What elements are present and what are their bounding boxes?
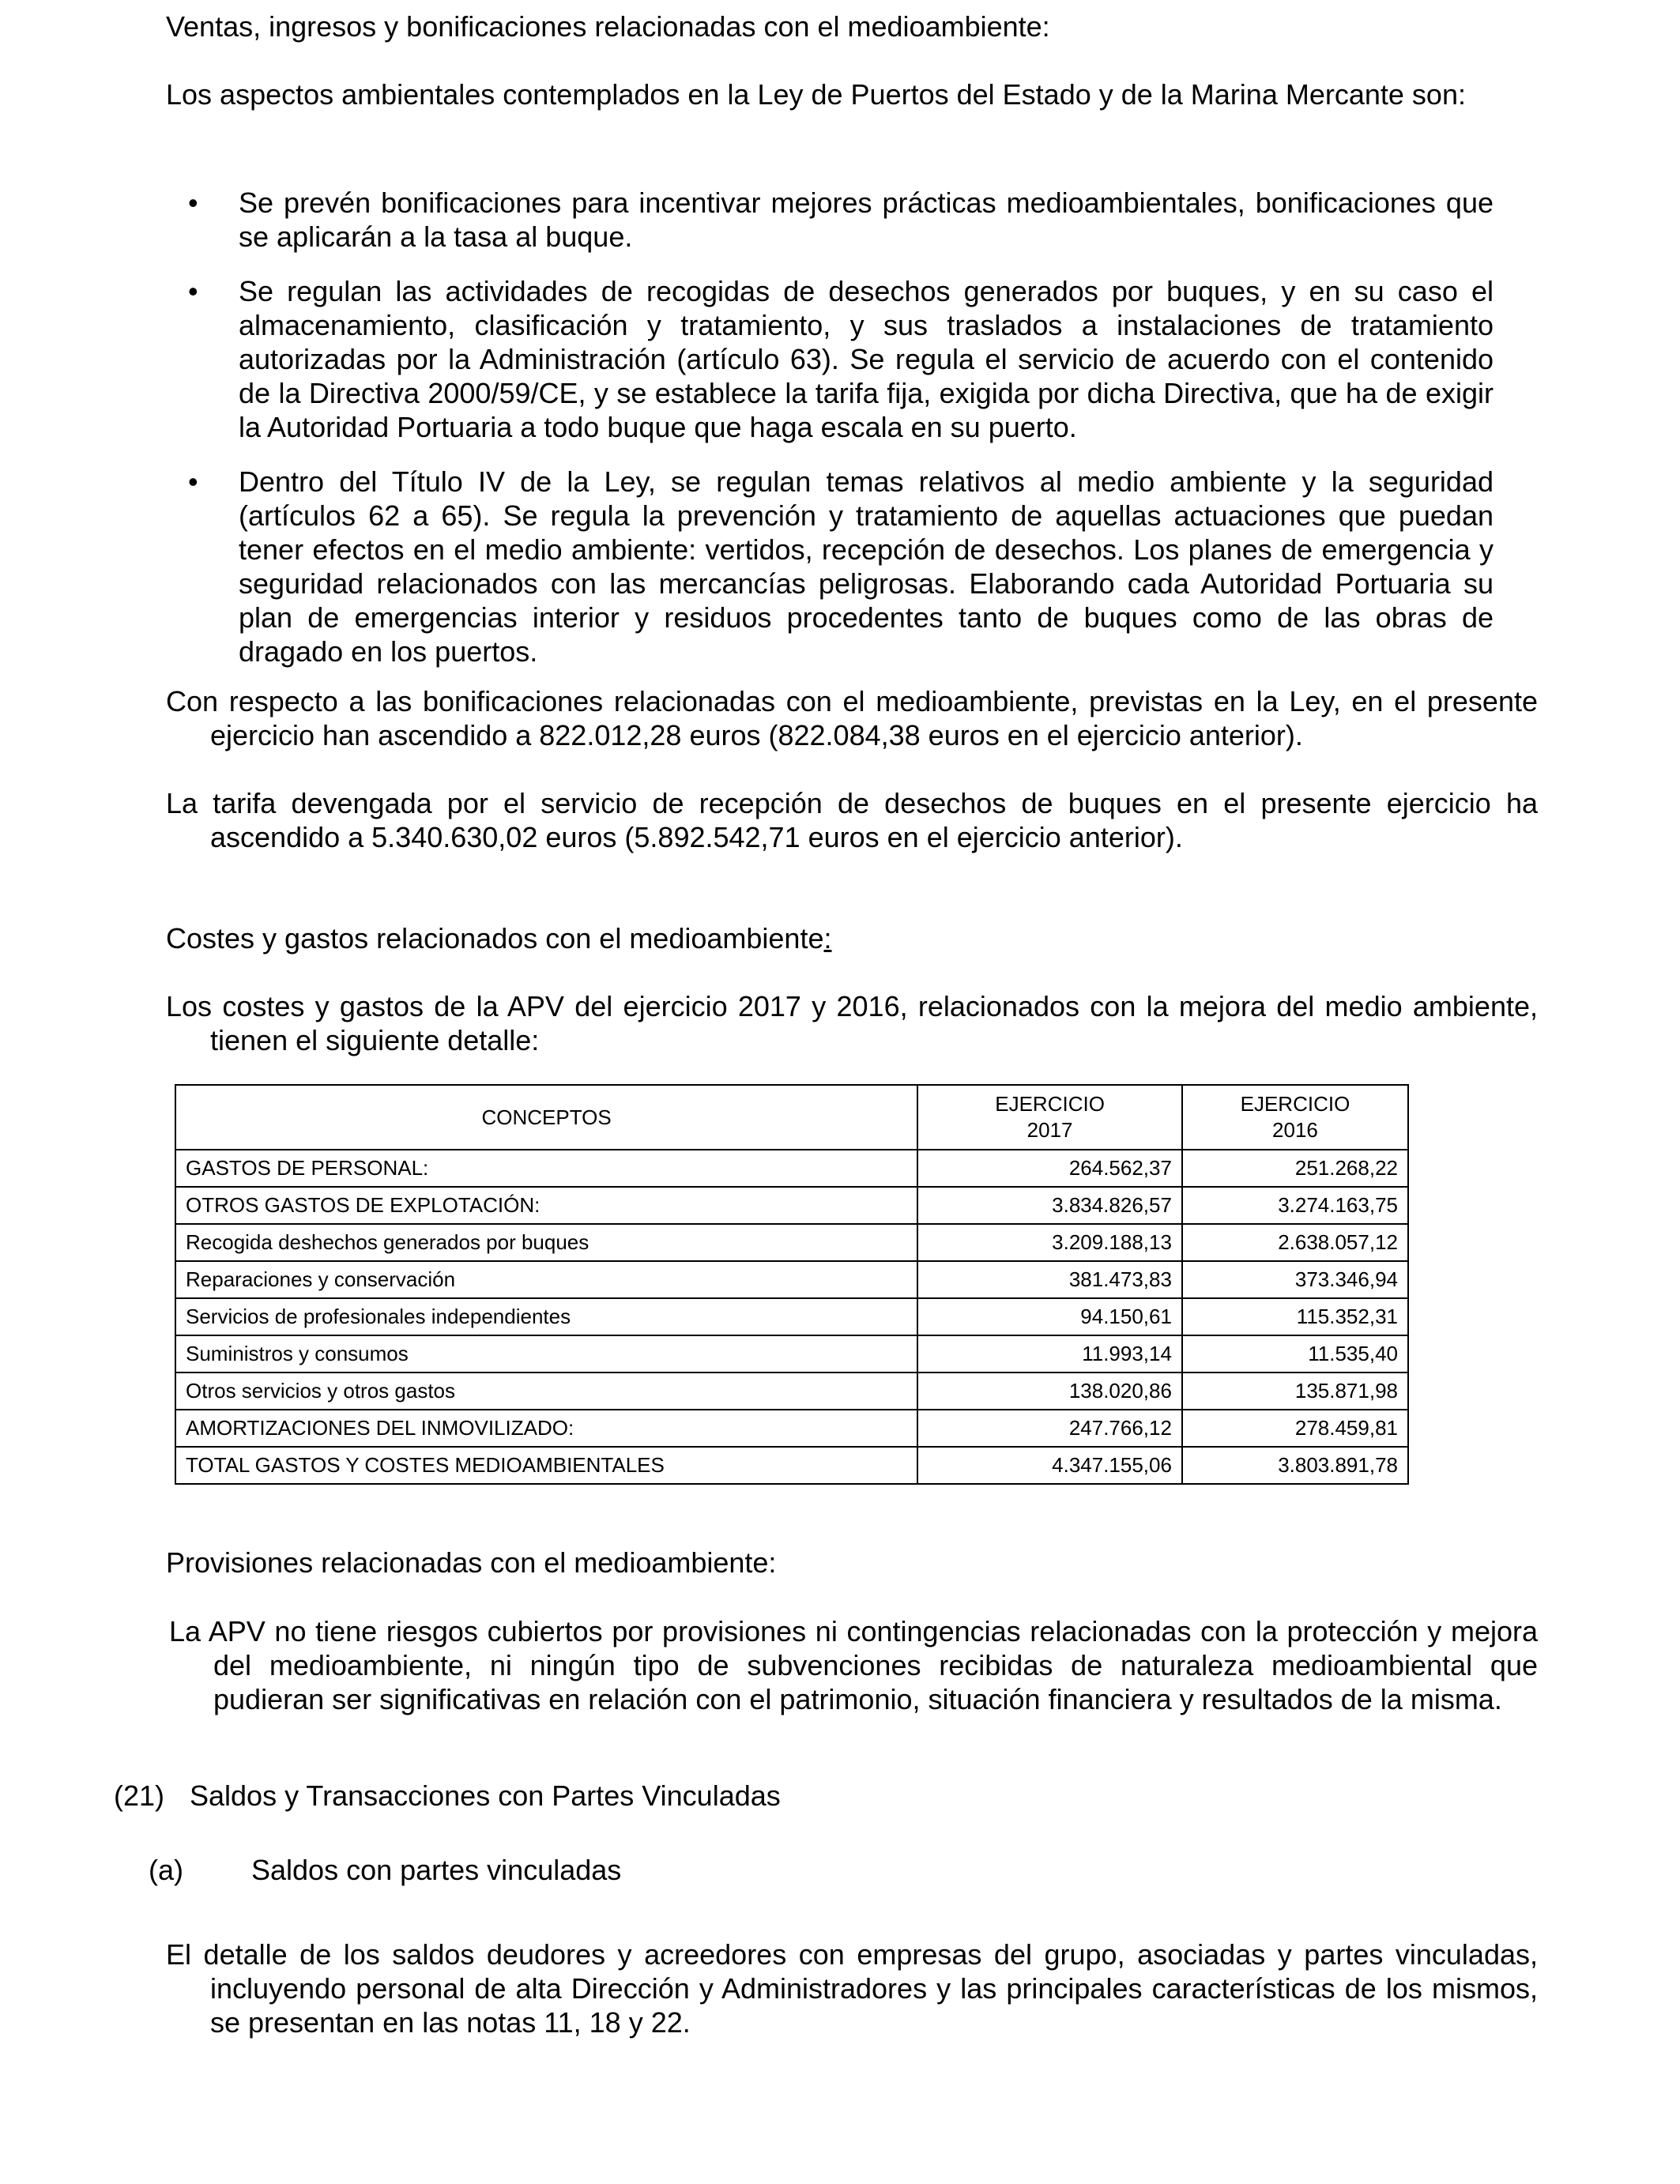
table-row bbox=[175, 1335, 1408, 1373]
cell-2017: 94.150,61 bbox=[917, 1298, 1182, 1335]
column-header-year: 2017 bbox=[1026, 1118, 1073, 1142]
cell-concept: Otros servicios y otros gastos bbox=[175, 1373, 917, 1410]
heading-costes-colon: : bbox=[823, 922, 832, 955]
cell-2017: 264.562,37 bbox=[917, 1150, 1182, 1187]
cell-concept: TOTAL GASTOS Y COSTES MEDIOAMBIENTALES bbox=[175, 1447, 917, 1484]
heading-provisiones: Provisiones relacionadas con el medioambiente: bbox=[166, 1546, 777, 1579]
list-item bbox=[166, 465, 1494, 668]
paragraph-bonificaciones: Con respecto a las bonificaciones relacionadas con el medioambiente, previstas en la Ley, en el presente ejercicio han ascendido a 822.012,28 euros (822.084,38 euros en el ejercicio anterior). bbox=[166, 685, 1538, 751]
bullet-icon: • bbox=[188, 275, 198, 307]
cell-concept: GASTOS DE PERSONAL: bbox=[175, 1150, 917, 1187]
cell-2017: 247.766,12 bbox=[917, 1410, 1182, 1447]
cell-2016: 2.638.057,12 bbox=[1182, 1224, 1408, 1261]
cell-2016: 3.274.163,75 bbox=[1182, 1187, 1408, 1224]
table-row bbox=[175, 1187, 1408, 1224]
cell-2017: 3.209.188,13 bbox=[917, 1224, 1182, 1261]
column-header-label: EJERCICIO bbox=[995, 1092, 1105, 1116]
cell-2017: 381.473,83 bbox=[917, 1261, 1182, 1298]
table-row bbox=[175, 1373, 1408, 1410]
paragraph-provisiones: La APV no tiene riesgos cubiertos por provisiones ni contingencias relacionadas con la protección y mejora del medioambiente, ni ningún tipo de subvenciones recibidas de naturaleza medioambiental que pudieran ser significativas en relación con el patrimonio, situación financiera y resultados de la misma. bbox=[169, 1615, 1538, 1715]
column-header-label: EJERCICIO bbox=[1240, 1092, 1350, 1116]
cell-concept: Reparaciones y conservación bbox=[175, 1261, 917, 1298]
cell-2017: 4.347.155,06 bbox=[917, 1447, 1182, 1484]
cell-2016: 3.803.891,78 bbox=[1182, 1447, 1408, 1484]
subsection-number: (a) bbox=[149, 1854, 183, 1886]
paragraph-tarifa: La tarifa devengada por el servicio de recepción de desechos de buques en el presente ejercicio ha ascendido a 5.340.630,02 euros (5.892.542,71 euros en el ejercicio anterior). bbox=[166, 787, 1538, 853]
section-title: Saldos y Transacciones con Partes Vinculadas bbox=[190, 1779, 781, 1812]
bullet-icon: • bbox=[188, 465, 198, 498]
cell-2016: 251.268,22 bbox=[1182, 1150, 1408, 1187]
table-row bbox=[175, 1150, 1408, 1187]
cell-concept: Recogida deshechos generados por buques bbox=[175, 1224, 917, 1261]
subsection-title: Saldos con partes vinculadas bbox=[251, 1854, 622, 1886]
bullet-text: Dentro del Título IV de la Ley, se regulan temas relativos al medio ambiente y la seguridad (artículos 62 a 65). Se regula la prevención y tratamiento de aquellas actuaciones que puedan tener efectos en el medio ambiente: vertidos, recepción de desechos. Los planes de emergencia y seguridad relacionados con las mercancías peligrosas. Elaborando cada Autoridad Portuaria su plan de emergencias interior y residuos procedentes tanto de buques como de las obras de dragado en los puertos. bbox=[239, 465, 1494, 668]
cell-concept: OTROS GASTOS DE EXPLOTACIÓN: bbox=[175, 1187, 917, 1224]
heading-costes bbox=[166, 921, 1494, 955]
bullet-text: Se regulan las actividades de recogidas de desechos generados por buques, y en su caso el almacenamiento, clasificación y tratamiento, y sus traslados a instalaciones de tratamiento autorizadas por la Administración (artículo 63). Se regula el servicio de acuerdo con el contenido de la Directiva 2000/59/CE, y se establece la tarifa fija, exigida por dicha Directiva, que ha de exigir la Autoridad Portuaria a todo buque que haga escala en su puerto. bbox=[239, 275, 1494, 443]
cell-2017: 138.020,86 bbox=[917, 1373, 1182, 1410]
cell-concept: Servicios de profesionales independientes bbox=[175, 1298, 917, 1335]
cell-concept: Suministros y consumos bbox=[175, 1335, 917, 1373]
heading-ventas: Ventas, ingresos y bonificaciones relacionadas con el medioambiente: bbox=[166, 10, 1050, 43]
table-row bbox=[175, 1447, 1408, 1484]
cell-concept: AMORTIZACIONES DEL INMOVILIZADO: bbox=[175, 1410, 917, 1447]
column-header-year: 2016 bbox=[1272, 1118, 1318, 1142]
cell-2017: 3.834.826,57 bbox=[917, 1187, 1182, 1224]
column-header-2016 bbox=[1182, 1085, 1408, 1150]
cell-2016: 278.459,81 bbox=[1182, 1410, 1408, 1447]
paragraph-aspectos: Los aspectos ambientales contemplados en la Ley de Puertos del Estado y de la Marina Mercante son: bbox=[166, 78, 1466, 111]
column-header-concepts: CONCEPTOS bbox=[175, 1085, 917, 1150]
table-header-row bbox=[175, 1085, 1408, 1150]
cell-2016: 373.346,94 bbox=[1182, 1261, 1408, 1298]
table-row bbox=[175, 1261, 1408, 1298]
bullet-text: Se prevén bonificaciones para incentivar mejores prácticas medioambientales, bonificaciones que se aplicarán a la tasa al buque. bbox=[239, 186, 1494, 253]
heading-costes-text: Costes y gastos relacionados con el medioambiente bbox=[166, 922, 824, 955]
column-header-2017 bbox=[917, 1085, 1182, 1150]
section-number: (21) bbox=[114, 1779, 165, 1812]
cell-2017: 11.993,14 bbox=[917, 1335, 1182, 1373]
table-row bbox=[175, 1410, 1408, 1447]
list-item bbox=[166, 274, 1494, 444]
bullet-icon: • bbox=[188, 186, 198, 219]
cell-2016: 115.352,31 bbox=[1182, 1298, 1408, 1335]
table-row bbox=[175, 1224, 1408, 1261]
paragraph-saldos: El detalle de los saldos deudores y acreedores con empresas del grupo, asociadas y partes vinculadas, incluyendo personal de alta Dirección y Administradores y las principales características de los mismos, se presentan en las notas 11, 18 y 22. bbox=[166, 1938, 1538, 2039]
costs-table bbox=[175, 1084, 1409, 1485]
paragraph-costes: Los costes y gastos de la APV del ejercicio 2017 y 2016, relacionados con la mejora del medio ambiente, tienen el siguiente detalle: bbox=[166, 990, 1538, 1056]
table-row bbox=[175, 1298, 1408, 1335]
subsection-a-heading bbox=[149, 1853, 622, 1887]
list-item bbox=[166, 186, 1494, 254]
section-21-heading bbox=[114, 1779, 781, 1813]
cell-2016: 11.535,40 bbox=[1182, 1335, 1408, 1373]
cell-2016: 135.871,98 bbox=[1182, 1373, 1408, 1410]
